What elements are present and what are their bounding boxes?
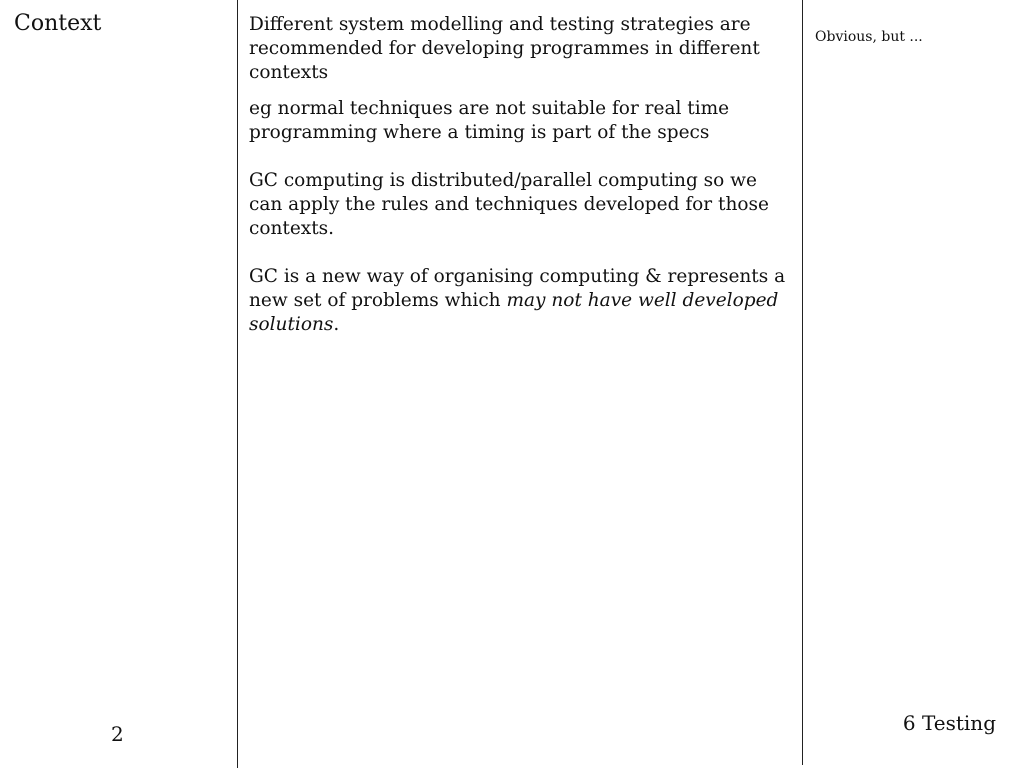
body-paragraph: Different system modelling and testing strategies are recommended for developing programmes in different contexts [249, 14, 760, 83]
footer-label: 6 Testing [902, 711, 996, 735]
body-paragraph-emphasis [249, 265, 794, 337]
body-paragraph: GC computing is distributed/parallel computing so we can apply the rules and techniques developed for those contexts. [249, 170, 769, 239]
paragraph-lead: GC is a new way of organising computing & represents a new set of problems which [249, 266, 786, 311]
page-number: 2 [111, 722, 124, 746]
right-column-divider [802, 0, 803, 765]
slide-body [249, 13, 794, 337]
left-column-divider [237, 0, 238, 768]
paragraph-emphasis: may not have well developed solutions [249, 290, 779, 335]
side-note: Obvious, but ... [815, 29, 923, 45]
paragraph-tail: . [333, 314, 340, 335]
slide-heading: Context [14, 11, 102, 36]
body-paragraph: eg normal techniques are not suitable for real time programming where a timing is part of the specs [249, 98, 730, 143]
